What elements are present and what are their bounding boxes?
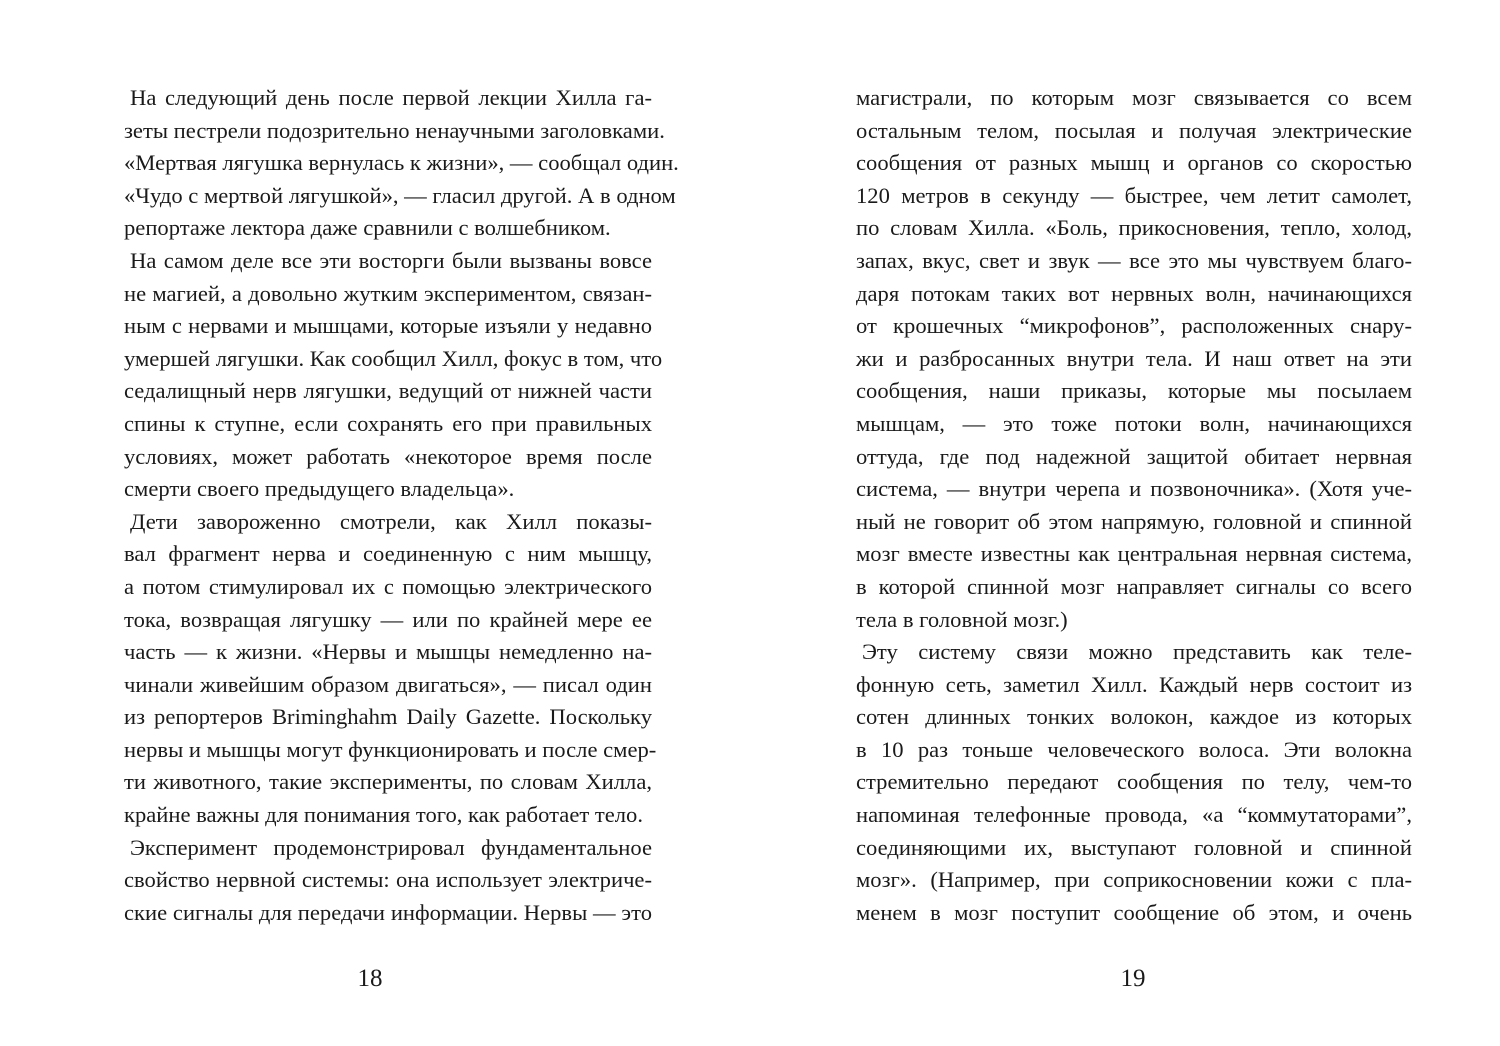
text-line: даря потокам таких вот нервных волн, начинающихся bbox=[856, 280, 1412, 306]
text-line: а потом стимулировал их с помощью электрического bbox=[124, 573, 652, 599]
text-line: сообщения, наши приказы, которые мы посылаем bbox=[856, 378, 1412, 404]
text-line: седалищный нерв лягушки, ведущий от нижней части bbox=[124, 378, 652, 404]
text-line: в 10 раз тоньше человеческого волоса. Эти волокна bbox=[856, 736, 1412, 762]
text-line: Эксперимент продемонстрировал фундаментальное bbox=[130, 834, 652, 860]
text-line: вал фрагмент нерва и соединенную с ним мышцу, bbox=[124, 541, 652, 567]
text-line: ские сигналы для передачи информации. Нервы — это bbox=[124, 899, 652, 925]
text-line: Эту систему связи можно представить как теле- bbox=[862, 639, 1412, 665]
page-number: 19 bbox=[1120, 965, 1146, 992]
text-line: мозг вместе известны как центральная нервная система, bbox=[856, 541, 1412, 567]
text-line: свойство нервной системы: она использует электриче- bbox=[124, 867, 652, 893]
text-line: напоминая телефонные провода, «а “коммутаторами”, bbox=[856, 802, 1412, 828]
text-line: зеты пестрели подозрительно ненаучными заголовками. bbox=[124, 117, 665, 143]
text-line: На самом деле все эти восторги были вызваны вовсе bbox=[130, 247, 652, 273]
text-line: система, — внутри черепа и позвоночника». (Хотя уче- bbox=[856, 476, 1412, 502]
text-line: нервы и мышцы могут функционировать и после смер- bbox=[124, 736, 657, 762]
text-line: «Мертвая лягушка вернулась к жизни», — сообщал один. bbox=[124, 150, 679, 176]
text-line: смерти своего предыдущего владельца». bbox=[124, 476, 515, 502]
text-line: фонную сеть, заметил Хилл. Каждый нерв состоит из bbox=[856, 671, 1412, 697]
text-line: часть — к жизни. «Нервы и мышцы немедленно на- bbox=[124, 639, 652, 665]
text-line: мышцам, — это тоже потоки волн, начинающихся bbox=[856, 410, 1412, 436]
text-line: магистрали, по которым мозг связывается со всем bbox=[856, 85, 1412, 110]
text-line: запах, вкус, свет и звук — все это мы чувствуем благо- bbox=[856, 247, 1412, 273]
text-line: из репортеров Briminghahm Daily Gazette. Поскольку bbox=[124, 704, 652, 730]
text-line: соединяющими их, выступают головной и спинной bbox=[856, 834, 1412, 860]
text-line: жи и разбросанных внутри тела. И наш ответ на эти bbox=[856, 345, 1412, 371]
text-line: в которой спинной мозг направляет сигналы со всего bbox=[856, 573, 1412, 599]
text-line: условиях, может работать «некоторое время после bbox=[124, 443, 652, 469]
right-page bbox=[750, 0, 1500, 1046]
text-line: 120 метров в секунду — быстрее, чем летит самолет, bbox=[856, 182, 1412, 208]
text-line: крайне важны для понимания того, как работает тело. bbox=[124, 802, 643, 828]
text-line: ным с нервами и мышцами, которые изъяли у недавно bbox=[124, 313, 652, 339]
text-line: остальным телом, посылая и получая электрические bbox=[856, 117, 1412, 143]
text-line: ти животного, такие эксперименты, по словам Хилла, bbox=[124, 769, 652, 795]
text-line: мозг». (Например, при соприкосновении кожи с пла- bbox=[856, 867, 1412, 893]
text-line: не магией, а довольно жутким экспериментом, связан- bbox=[124, 280, 652, 306]
text-line: умершей лягушки. Как сообщил Хилл, фокус в том, что bbox=[124, 345, 663, 371]
text-line: по словам Хилла. «Боль, прикосновения, тепло, холод, bbox=[856, 215, 1412, 241]
text-line: На следующий день после первой лекции Хилла га- bbox=[130, 85, 652, 110]
left-page-text bbox=[124, 82, 679, 929]
text-line: репортаже лектора даже сравнили с волшебником. bbox=[124, 215, 611, 241]
text-line: тока, возвращая лягушку — или по крайней мере ее bbox=[124, 606, 652, 632]
page-number: 18 bbox=[357, 965, 383, 992]
text-line: оттуда, где под надежной защитой обитает нервная bbox=[856, 443, 1412, 469]
text-line: менем в мозг поступит сообщение об этом, и очень bbox=[856, 899, 1412, 925]
text-line: «Чудо с мертвой лягушкой», — гласил другой. А в одном bbox=[124, 182, 676, 208]
text-line: спины к ступне, если сохранять его при правильных bbox=[124, 410, 652, 436]
text-line: стремительно передают сообщения по телу, чем-то bbox=[856, 769, 1412, 795]
right-page-text bbox=[856, 82, 1412, 929]
text-line: Дети завороженно смотрели, как Хилл показы- bbox=[130, 508, 652, 534]
text-line: сообщения от разных мышц и органов со скоростью bbox=[856, 150, 1412, 176]
text-line: сотен длинных тонких волокон, каждое из которых bbox=[856, 704, 1412, 730]
text-line: чинали живейшим образом двигаться», — писал один bbox=[124, 671, 652, 697]
text-line: тела в головной мозг.) bbox=[856, 606, 1068, 632]
text-line: от крошечных “микрофонов”, расположенных снару- bbox=[856, 313, 1412, 339]
text-line: ный не говорит об этом напрямую, головной и спинной bbox=[856, 508, 1412, 534]
